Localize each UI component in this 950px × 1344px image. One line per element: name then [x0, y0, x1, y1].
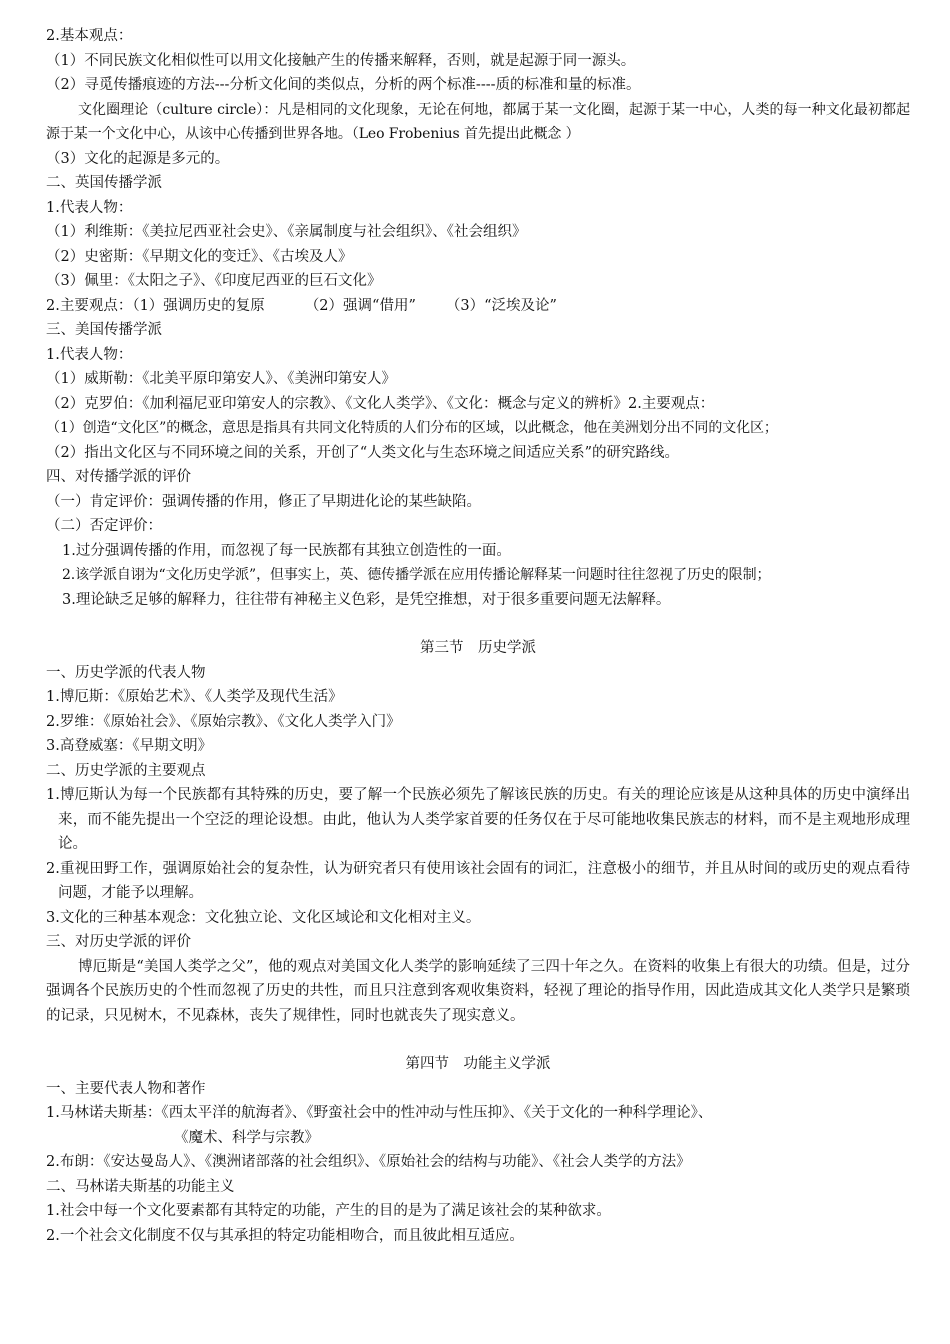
historical-views-heading: 二、历史学派的主要观点 [46, 762, 206, 779]
malinowski-heading: 二、马林诺夫斯基的功能主义 [46, 1178, 235, 1195]
malinowski-point-1: 1.社会中每一个文化要素都有其特定的功能，产生的目的是为了满足该社会的某种欲求。 [46, 1203, 611, 1219]
american-school-heading: 三、美国传播学派 [46, 322, 162, 338]
british-rep-2: （2）史密斯：《早期文化的变迁》、《古埃及人》 [46, 248, 353, 265]
historical-rep-3: 3.高登威塞：《早期文明》 [46, 738, 213, 754]
american-rep-heading: 1.代表人物： [46, 346, 133, 363]
historical-view-2: 2.重视田野工作，强调原始社会的复杂性，认为研究者只有使用该社会固有的词汇，注意极小的细节，并且从时间的或历史的观点看待问题，才能予以理解。 [46, 860, 910, 901]
negative-point-3: 3.理论缺乏足够的解释力，往往带有神秘主义色彩，是凭空推想，对于很多重要问题无法解释。 [62, 591, 671, 608]
british-view-3: （3）“泛埃及论” [445, 297, 557, 314]
british-school-heading: 二、英国传播学派 [46, 175, 162, 191]
functional-rep-1-tail: 《魔术、科学与宗教》 [174, 1129, 319, 1146]
american-rep-1: （1）威斯勒：《北美平原印第安人》、《美洲印第安人》 [46, 371, 396, 387]
basic-view-2: （2）寻觅传播痕迹的方法---分析文化间的类似点，分析的两个标准----质的标准和量的标准。 [46, 77, 641, 93]
american-view-2: （2）指出文化区与不同环境之间的关系，开创了“人类文化与生态环境之间适应关系”的研究路线。 [46, 444, 680, 461]
negative-evaluation-heading: （二）否定评价： [46, 518, 162, 534]
functional-rep-heading: 一、主要代表人物和著作 [46, 1080, 206, 1097]
functional-rep-1-continued [46, 1126, 910, 1151]
basic-view-3: （3）文化的起源是多元的。 [46, 150, 230, 167]
british-rep-3: （3）佩里：《太阳之子》、《印度尼西亚的巨石文化》 [46, 273, 382, 289]
evaluation-heading: 四、对传播学派的评价 [46, 469, 191, 485]
historical-eval-heading: 三、对历史学派的评价 [46, 934, 191, 950]
basic-views-heading: 2.基本观点： [46, 28, 133, 44]
historical-view-3: 3.文化的三种基本观念：文化独立论、文化区域论和文化相对主义。 [46, 909, 481, 926]
culture-circle-paragraph: 文化圈理论（culture circle）：凡是相同的文化现象，无论在何地，都属于某一文化圈，起源于某一中心，人类的每一种文化最初都起源于某一个文化中心，从该中心传播到世界各地。（Leo Frobenius 首先提出此概念 ） [46, 101, 910, 142]
american-rep-2: （2）克罗伯：《加利福尼亚印第安人的宗教》、《文化人类学》、《文化：概念与定义的辨析》2.主要观点： [46, 395, 715, 412]
historical-rep-1: 1.博厄斯：《原始艺术》、《人类学及现代生活》 [46, 689, 343, 705]
british-view-1: 2.主要观点：（1）强调历史的复原 [46, 297, 265, 314]
negative-point-2: 2.该学派自诩为“文化历史学派”，但事实上，英、德传播学派在应用传播论解释某一问题时往往忽视了历史的限制； [62, 567, 771, 583]
british-rep-1: （1）利维斯：《美拉尼西亚社会史》、《亲属制度与社会组织》、《社会组织》 [46, 224, 527, 240]
historical-rep-2: 2.罗维：《原始社会》、《原始宗教》、《文化人类学入门》 [46, 713, 401, 730]
british-main-views [46, 294, 910, 319]
british-view-2: （2）强调“借用” [304, 297, 416, 314]
negative-point-1: 1.过分强调传播的作用，而忽视了每一民族都有其独立创造性的一面。 [62, 542, 511, 559]
historical-rep-heading: 一、历史学派的代表人物 [46, 664, 206, 681]
positive-evaluation: （一）肯定评价：强调传播的作用，修正了早期进化论的某些缺陷。 [46, 493, 481, 510]
section-3-title: 第三节 历史学派 [420, 640, 536, 656]
malinowski-point-2: 2.一个社会文化制度不仅与其承担的特定功能相吻合，而且彼此相互适应。 [46, 1227, 524, 1244]
historical-view-1: 1.博厄斯认为每一个民族都有其特殊的历史，要了解一个民族必须先了解该民族的历史。有关的理论应该是从这种具体的历史中演绎出来，而不能先提出一个空泛的理论设想。由此，他认为人类学家首要的任务仅在于尽可能地收集民族志的材料，而不是主观地形成理论。 [46, 787, 910, 852]
functional-rep-1: 1.马林诺夫斯基：《西太平洋的航海者》、《野蛮社会中的性冲动与性压抑》、《关于文化的一种科学理论》、 [46, 1105, 713, 1121]
functional-rep-2: 2.布朗：《安达曼岛人》、《澳洲诸部落的社会组织》、《原始社会的结构与功能》、《社会人类学的方法》 [46, 1154, 691, 1170]
american-view-1: （1）创造“文化区”的概念，意思是指具有共同文化特质的人们分布的区域，以此概念，他在美洲划分出不同的文化区； [46, 420, 778, 436]
section-4-title: 第四节 功能主义学派 [405, 1056, 551, 1072]
historical-eval-paragraph: 博厄斯是“美国人类学之父”，他的观点对美国文化人类学的影响延续了三四十年之久。在资料的收集上有很大的功绩。但是，过分强调各个民族历史的个性而忽视了历史的共性，而且只注意到客观收集资料，轻视了理论的指导作用，因此造成其文化人类学只是繁琐的记录，只见树木，不见森林，丧失了规律性，同时也就丧失了现实意义。 [46, 958, 910, 1024]
british-rep-heading: 1.代表人物： [46, 199, 133, 216]
basic-view-1: （1）不同民族文化相似性可以用文化接触产生的传播来解释，否则，就是起源于同一源头。 [46, 52, 636, 69]
